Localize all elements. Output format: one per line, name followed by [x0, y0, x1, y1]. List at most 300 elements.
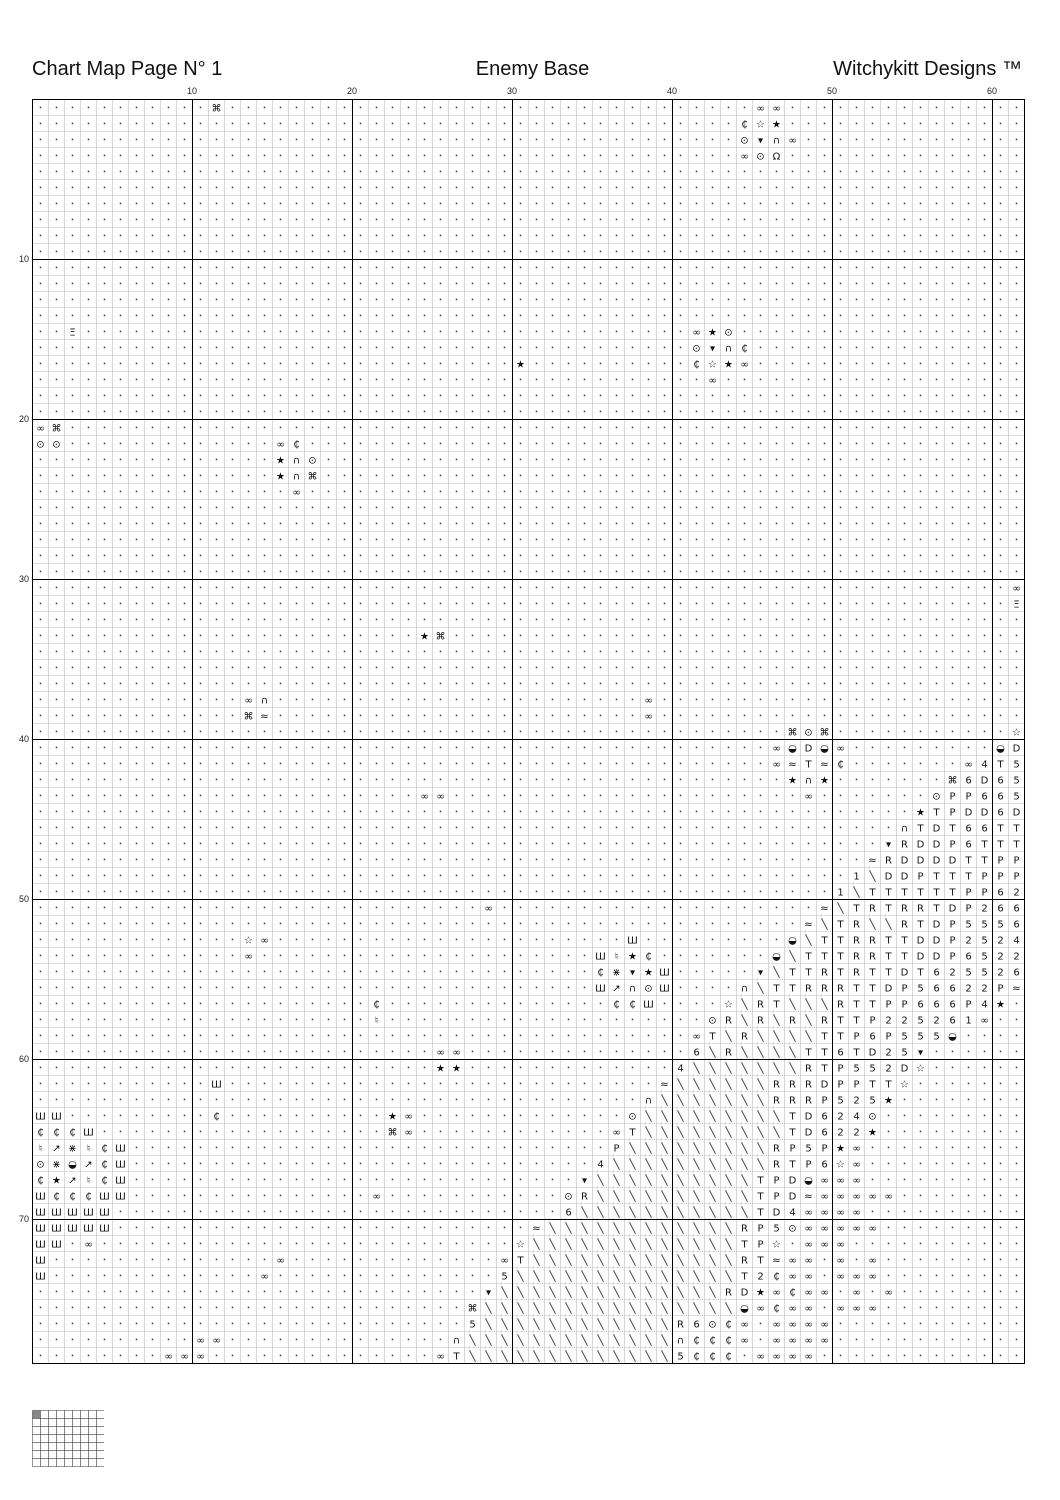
empty-cell-dot: [552, 859, 554, 861]
empty-cell-dot: [472, 939, 474, 941]
empty-cell-dot: [936, 603, 938, 605]
empty-cell-dot: [328, 1147, 330, 1149]
empty-cell-dot: [520, 843, 522, 845]
empty-cell-dot: [584, 827, 586, 829]
empty-cell-dot: [792, 859, 794, 861]
empty-cell-dot: [424, 1227, 426, 1229]
empty-cell-dot: [936, 1307, 938, 1309]
empty-cell-dot: [680, 331, 682, 333]
chart-symbol: R: [773, 1143, 780, 1155]
empty-cell-dot: [216, 347, 218, 349]
empty-cell-dot: [760, 363, 762, 365]
empty-cell-dot: [264, 747, 266, 749]
empty-cell-dot: [168, 1019, 170, 1021]
empty-cell-dot: [520, 907, 522, 909]
empty-cell-dot: [152, 347, 154, 349]
empty-cell-dot: [984, 251, 986, 253]
empty-cell-dot: [648, 347, 650, 349]
empty-cell-dot: [728, 299, 730, 301]
empty-cell-dot: [840, 459, 842, 461]
empty-cell-dot: [296, 1163, 298, 1165]
empty-cell-dot: [104, 1307, 106, 1309]
chart-symbol: T: [901, 887, 908, 899]
empty-cell-dot: [216, 139, 218, 141]
chart-symbol: ≈: [1012, 983, 1021, 995]
empty-cell-dot: [472, 1067, 474, 1069]
empty-cell-dot: [296, 827, 298, 829]
chart-symbol: ╲: [773, 1127, 780, 1139]
chart-symbol: ∞: [772, 103, 781, 115]
empty-cell-dot: [424, 171, 426, 173]
empty-cell-dot: [936, 1131, 938, 1133]
empty-cell-dot: [264, 251, 266, 253]
empty-cell-dot: [344, 1179, 346, 1181]
empty-cell-dot: [264, 475, 266, 477]
chart-symbol: ∞: [84, 1239, 93, 1251]
empty-cell-dot: [424, 299, 426, 301]
empty-cell-dot: [968, 539, 970, 541]
empty-cell-dot: [920, 171, 922, 173]
empty-cell-dot: [984, 1227, 986, 1229]
empty-cell-dot: [280, 1003, 282, 1005]
empty-cell-dot: [264, 363, 266, 365]
empty-cell-dot: [920, 379, 922, 381]
empty-cell-dot: [552, 395, 554, 397]
empty-cell-dot: [376, 299, 378, 301]
empty-cell-dot: [552, 251, 554, 253]
empty-cell-dot: [296, 971, 298, 973]
empty-cell-dot: [328, 171, 330, 173]
empty-cell-dot: [600, 1067, 602, 1069]
chart-symbol: ₵: [293, 439, 300, 451]
empty-cell-dot: [840, 523, 842, 525]
empty-cell-dot: [936, 1099, 938, 1101]
empty-cell-dot: [104, 1243, 106, 1245]
chart-symbol: T: [853, 983, 860, 995]
empty-cell-dot: [1000, 667, 1002, 669]
empty-cell-dot: [488, 507, 490, 509]
empty-cell-dot: [184, 891, 186, 893]
empty-cell-dot: [712, 619, 714, 621]
chart-symbol: T: [837, 919, 844, 931]
empty-cell-dot: [216, 763, 218, 765]
empty-cell-dot: [184, 1099, 186, 1101]
empty-cell-dot: [872, 219, 874, 221]
empty-cell-dot: [40, 123, 42, 125]
empty-cell-dot: [56, 315, 58, 317]
empty-cell-dot: [392, 987, 394, 989]
empty-cell-dot: [488, 491, 490, 493]
empty-cell-dot: [504, 251, 506, 253]
empty-cell-dot: [312, 411, 314, 413]
chart-symbol: P: [805, 1159, 812, 1171]
empty-cell-dot: [984, 235, 986, 237]
empty-cell-dot: [136, 923, 138, 925]
empty-cell-dot: [904, 171, 906, 173]
empty-cell-dot: [232, 1035, 234, 1037]
empty-cell-dot: [232, 875, 234, 877]
empty-cell-dot: [40, 1035, 42, 1037]
empty-cell-dot: [296, 763, 298, 765]
empty-cell-dot: [984, 539, 986, 541]
empty-cell-dot: [904, 731, 906, 733]
chart-symbol: ₵: [101, 1159, 108, 1171]
empty-cell-dot: [408, 1275, 410, 1277]
empty-cell-dot: [632, 107, 634, 109]
empty-cell-dot: [872, 139, 874, 141]
empty-cell-dot: [680, 171, 682, 173]
empty-cell-dot: [344, 987, 346, 989]
empty-cell-dot: [408, 1019, 410, 1021]
empty-cell-dot: [712, 491, 714, 493]
chart-symbol: ∞: [884, 1191, 893, 1203]
empty-cell-dot: [280, 635, 282, 637]
empty-cell-dot: [360, 107, 362, 109]
empty-cell-dot: [456, 1147, 458, 1149]
empty-cell-dot: [360, 571, 362, 573]
chart-symbol: 4: [1013, 935, 1020, 947]
empty-cell-dot: [88, 699, 90, 701]
empty-cell-dot: [648, 331, 650, 333]
empty-cell-dot: [136, 1003, 138, 1005]
empty-cell-dot: [72, 427, 74, 429]
empty-cell-dot: [344, 555, 346, 557]
empty-cell-dot: [232, 1003, 234, 1005]
empty-cell-dot: [632, 283, 634, 285]
empty-cell-dot: [104, 811, 106, 813]
chart-symbol: T: [917, 887, 924, 899]
empty-cell-dot: [120, 299, 122, 301]
empty-cell-dot: [488, 619, 490, 621]
chart-symbol: ╲: [725, 1111, 732, 1123]
empty-cell-dot: [968, 347, 970, 349]
empty-cell-dot: [328, 571, 330, 573]
empty-cell-dot: [856, 299, 858, 301]
empty-cell-dot: [904, 1339, 906, 1341]
empty-cell-dot: [344, 1339, 346, 1341]
empty-cell-dot: [312, 699, 314, 701]
empty-cell-dot: [88, 1323, 90, 1325]
empty-cell-dot: [376, 139, 378, 141]
empty-cell-dot: [264, 619, 266, 621]
empty-cell-dot: [536, 251, 538, 253]
empty-cell-dot: [136, 539, 138, 541]
empty-cell-dot: [968, 139, 970, 141]
empty-cell-dot: [104, 395, 106, 397]
empty-cell-dot: [472, 811, 474, 813]
empty-cell-dot: [760, 875, 762, 877]
chart-symbol: ≈: [820, 759, 829, 771]
empty-cell-dot: [552, 731, 554, 733]
empty-cell-dot: [424, 347, 426, 349]
empty-cell-dot: [408, 459, 410, 461]
empty-cell-dot: [696, 491, 698, 493]
chart-symbol: ╲: [709, 1143, 716, 1155]
empty-cell-dot: [376, 1163, 378, 1165]
empty-cell-dot: [360, 219, 362, 221]
empty-cell-dot: [552, 507, 554, 509]
empty-cell-dot: [328, 219, 330, 221]
empty-cell-dot: [232, 1147, 234, 1149]
empty-cell-dot: [568, 1035, 570, 1037]
empty-cell-dot: [376, 1035, 378, 1037]
empty-cell-dot: [88, 859, 90, 861]
empty-cell-dot: [808, 859, 810, 861]
empty-cell-dot: [232, 859, 234, 861]
empty-cell-dot: [360, 795, 362, 797]
empty-cell-dot: [632, 875, 634, 877]
chart-symbol: ₵: [53, 1127, 60, 1139]
empty-cell-dot: [440, 347, 442, 349]
empty-cell-dot: [440, 1019, 442, 1021]
empty-cell-dot: [184, 603, 186, 605]
empty-cell-dot: [280, 1339, 282, 1341]
empty-cell-dot: [536, 427, 538, 429]
chart-symbol: ╲: [709, 1191, 716, 1203]
empty-cell-dot: [728, 395, 730, 397]
empty-cell-dot: [568, 731, 570, 733]
empty-cell-dot: [616, 395, 618, 397]
empty-cell-dot: [104, 299, 106, 301]
empty-cell-dot: [904, 1259, 906, 1261]
empty-cell-dot: [888, 459, 890, 461]
empty-cell-dot: [712, 459, 714, 461]
chart-symbol: ★: [436, 1063, 445, 1075]
empty-cell-dot: [376, 891, 378, 893]
empty-cell-dot: [104, 683, 106, 685]
empty-cell-dot: [104, 539, 106, 541]
chart-symbol: D: [916, 839, 925, 851]
empty-cell-dot: [456, 827, 458, 829]
empty-cell-dot: [104, 459, 106, 461]
empty-cell-dot: [568, 539, 570, 541]
empty-cell-dot: [888, 523, 890, 525]
empty-cell-dot: [200, 1227, 202, 1229]
empty-cell-dot: [968, 459, 970, 461]
empty-cell-dot: [168, 843, 170, 845]
chart-symbol: 2: [885, 1047, 892, 1059]
empty-cell-dot: [648, 283, 650, 285]
empty-cell-dot: [152, 523, 154, 525]
chart-symbol: T: [853, 1047, 860, 1059]
chart-symbol: ∞: [964, 759, 973, 771]
empty-cell-dot: [360, 331, 362, 333]
empty-cell-dot: [696, 923, 698, 925]
empty-cell-dot: [504, 379, 506, 381]
empty-cell-dot: [504, 1051, 506, 1053]
empty-cell-dot: [200, 1051, 202, 1053]
chart-symbol: ╲: [773, 967, 780, 979]
empty-cell-dot: [120, 683, 122, 685]
empty-cell-dot: [104, 283, 106, 285]
empty-cell-dot: [136, 875, 138, 877]
chart-symbol: ╲: [629, 1287, 636, 1299]
empty-cell-dot: [488, 651, 490, 653]
empty-cell-dot: [504, 859, 506, 861]
empty-cell-dot: [168, 251, 170, 253]
chart-symbol: ╲: [725, 1175, 732, 1187]
empty-cell-dot: [712, 827, 714, 829]
empty-cell-dot: [104, 347, 106, 349]
empty-cell-dot: [344, 619, 346, 621]
empty-cell-dot: [328, 379, 330, 381]
empty-cell-dot: [408, 587, 410, 589]
empty-cell-dot: [488, 683, 490, 685]
chart-symbol: ∞: [836, 1271, 845, 1283]
empty-cell-dot: [712, 219, 714, 221]
empty-cell-dot: [984, 715, 986, 717]
empty-cell-dot: [568, 763, 570, 765]
empty-cell-dot: [808, 155, 810, 157]
empty-cell-dot: [328, 155, 330, 157]
empty-cell-dot: [648, 203, 650, 205]
chart-symbol: ∞: [836, 1239, 845, 1251]
chart-symbol: ╲: [565, 1239, 572, 1251]
empty-cell-dot: [1000, 443, 1002, 445]
empty-cell-dot: [808, 331, 810, 333]
empty-cell-dot: [952, 683, 954, 685]
empty-cell-dot: [856, 427, 858, 429]
empty-cell-dot: [728, 555, 730, 557]
empty-cell-dot: [1000, 315, 1002, 317]
column-ruler: [0, 86, 1060, 98]
empty-cell-dot: [552, 123, 554, 125]
empty-cell-dot: [360, 1211, 362, 1213]
empty-cell-dot: [232, 411, 234, 413]
empty-cell-dot: [408, 1035, 410, 1037]
empty-cell-dot: [56, 235, 58, 237]
empty-cell-dot: [392, 395, 394, 397]
empty-cell-dot: [408, 571, 410, 573]
empty-cell-dot: [632, 523, 634, 525]
empty-cell-dot: [584, 891, 586, 893]
empty-cell-dot: [424, 699, 426, 701]
empty-cell-dot: [280, 811, 282, 813]
empty-cell-dot: [264, 539, 266, 541]
empty-cell-dot: [920, 1147, 922, 1149]
empty-cell-dot: [360, 1195, 362, 1197]
empty-cell-dot: [680, 379, 682, 381]
empty-cell-dot: [440, 283, 442, 285]
empty-cell-dot: [392, 683, 394, 685]
empty-cell-dot: [184, 571, 186, 573]
empty-cell-dot: [600, 475, 602, 477]
chart-symbol: ╲: [517, 1319, 524, 1331]
empty-cell-dot: [808, 235, 810, 237]
empty-cell-dot: [904, 459, 906, 461]
chart-symbol: ╲: [629, 1271, 636, 1283]
empty-cell-dot: [456, 331, 458, 333]
empty-cell-dot: [680, 1003, 682, 1005]
empty-cell-dot: [40, 411, 42, 413]
empty-cell-dot: [136, 891, 138, 893]
empty-cell-dot: [424, 315, 426, 317]
empty-cell-dot: [952, 731, 954, 733]
empty-cell-dot: [808, 667, 810, 669]
chart-symbol: P: [1013, 855, 1020, 867]
empty-cell-dot: [408, 1211, 410, 1213]
empty-cell-dot: [360, 763, 362, 765]
empty-cell-dot: [136, 1067, 138, 1069]
empty-cell-dot: [104, 187, 106, 189]
empty-cell-dot: [232, 315, 234, 317]
empty-cell-dot: [136, 395, 138, 397]
empty-cell-dot: [344, 811, 346, 813]
empty-cell-dot: [808, 123, 810, 125]
chart-symbol: D: [788, 1175, 797, 1187]
empty-cell-dot: [856, 747, 858, 749]
chart-symbol: T: [965, 871, 972, 883]
empty-cell-dot: [616, 539, 618, 541]
empty-cell-dot: [328, 635, 330, 637]
empty-cell-dot: [920, 795, 922, 797]
empty-cell-dot: [264, 907, 266, 909]
empty-cell-dot: [184, 107, 186, 109]
chart-symbol: Ш: [595, 951, 606, 963]
empty-cell-dot: [104, 331, 106, 333]
empty-cell-dot: [152, 187, 154, 189]
empty-cell-dot: [312, 651, 314, 653]
empty-cell-dot: [232, 1115, 234, 1117]
empty-cell-dot: [920, 155, 922, 157]
empty-cell-dot: [568, 1019, 570, 1021]
empty-cell-dot: [616, 123, 618, 125]
empty-cell-dot: [888, 427, 890, 429]
chart-symbol: T: [789, 983, 796, 995]
empty-cell-dot: [984, 603, 986, 605]
chart-symbol: ╲: [789, 1031, 796, 1043]
empty-cell-dot: [72, 395, 74, 397]
empty-cell-dot: [920, 283, 922, 285]
chart-symbol: ╲: [741, 1111, 748, 1123]
chart-symbol: 6: [997, 887, 1004, 899]
empty-cell-dot: [744, 443, 746, 445]
empty-cell-dot: [280, 875, 282, 877]
empty-cell-dot: [680, 507, 682, 509]
empty-cell-dot: [808, 283, 810, 285]
chart-symbol: ╲: [693, 1095, 700, 1107]
empty-cell-dot: [184, 715, 186, 717]
empty-cell-dot: [296, 907, 298, 909]
empty-cell-dot: [696, 427, 698, 429]
empty-cell-dot: [488, 1147, 490, 1149]
empty-cell-dot: [936, 1083, 938, 1085]
empty-cell-dot: [600, 571, 602, 573]
empty-cell-dot: [216, 379, 218, 381]
empty-cell-dot: [472, 315, 474, 317]
empty-cell-dot: [568, 443, 570, 445]
empty-cell-dot: [200, 731, 202, 733]
empty-cell-dot: [104, 363, 106, 365]
empty-cell-dot: [328, 1115, 330, 1117]
empty-cell-dot: [184, 1003, 186, 1005]
empty-cell-dot: [376, 507, 378, 509]
empty-cell-dot: [1016, 539, 1018, 541]
empty-cell-dot: [376, 1243, 378, 1245]
empty-cell-dot: [408, 875, 410, 877]
empty-cell-dot: [792, 715, 794, 717]
empty-cell-dot: [600, 1035, 602, 1037]
empty-cell-dot: [296, 363, 298, 365]
chart-symbol: ╲: [709, 1159, 716, 1171]
chart-symbol: ₵: [741, 119, 748, 131]
chart-symbol: D: [932, 935, 941, 947]
chart-symbol: R: [805, 1095, 812, 1107]
empty-cell-dot: [472, 539, 474, 541]
chart-symbol: ∞: [740, 1319, 749, 1331]
empty-cell-dot: [536, 475, 538, 477]
chart-symbol: T: [757, 1207, 764, 1219]
